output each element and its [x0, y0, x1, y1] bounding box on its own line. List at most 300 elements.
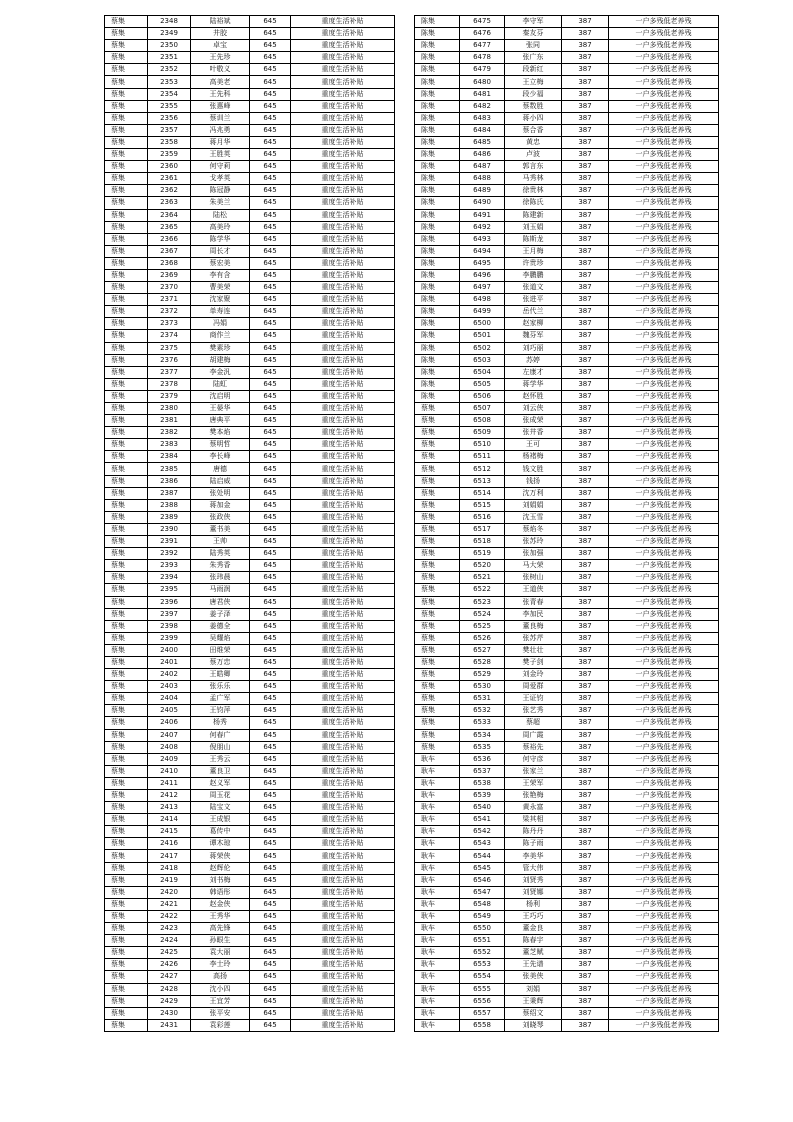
subsidy-type-cell: 重度生活补贴: [291, 1019, 395, 1031]
number-cell: 6505: [460, 378, 505, 390]
subsidy-type-cell: 一户多残低老养残: [609, 76, 719, 88]
left-table-row: [105, 451, 395, 463]
area-cell: 蔡集: [105, 644, 148, 656]
left-table-row: [105, 499, 395, 511]
number-cell: 6545: [460, 862, 505, 874]
amount-cell: 645: [250, 294, 291, 306]
right-table-row: [415, 124, 719, 136]
right-table-row: [415, 898, 719, 910]
number-cell: 2358: [148, 136, 191, 148]
number-cell: 6495: [460, 257, 505, 269]
amount-cell: 645: [250, 584, 291, 596]
name-cell: 张树山: [505, 572, 562, 584]
subsidy-type-cell: 重度生活补贴: [291, 572, 395, 584]
subsidy-type-cell: 一户多残低老养残: [609, 1007, 719, 1019]
left-table-row: [105, 269, 395, 281]
subsidy-type-cell: 一户多残低老养残: [609, 910, 719, 922]
name-cell: 高扬: [191, 971, 250, 983]
number-cell: 2386: [148, 475, 191, 487]
name-cell: 陈学华: [191, 233, 250, 245]
area-cell: 耿车: [415, 802, 460, 814]
area-cell: 陈集: [415, 390, 460, 402]
area-cell: 蔡集: [415, 463, 460, 475]
name-cell: 何春广: [191, 729, 250, 741]
number-cell: 2385: [148, 463, 191, 475]
right-table-row: [415, 983, 719, 995]
right-table-row: [415, 777, 719, 789]
amount-cell: 645: [250, 342, 291, 354]
number-cell: 2426: [148, 959, 191, 971]
subsidy-type-cell: 一户多残低老养残: [609, 475, 719, 487]
name-cell: 刘贤娜: [505, 886, 562, 898]
area-cell: 蔡集: [105, 28, 148, 40]
amount-cell: 387: [562, 584, 609, 596]
right-table-row: [415, 838, 719, 850]
subsidy-type-cell: 重度生活补贴: [291, 76, 395, 88]
left-table-row: [105, 173, 395, 185]
amount-cell: 387: [562, 669, 609, 681]
name-cell: 樊子剑: [505, 656, 562, 668]
number-cell: 6485: [460, 136, 505, 148]
subsidy-type-cell: 一户多残低老养残: [609, 923, 719, 935]
number-cell: 6477: [460, 40, 505, 52]
number-cell: 2421: [148, 898, 191, 910]
area-cell: 陈集: [415, 366, 460, 378]
left-table-row: [105, 705, 395, 717]
number-cell: 2410: [148, 765, 191, 777]
subsidy-type-cell: 重度生活补贴: [291, 173, 395, 185]
amount-cell: 387: [562, 910, 609, 922]
number-cell: 2384: [148, 451, 191, 463]
right-table-row: [415, 935, 719, 947]
left-table-row: [105, 306, 395, 318]
name-cell: 许贵珍: [505, 257, 562, 269]
amount-cell: 387: [562, 898, 609, 910]
name-cell: 陈春宇: [505, 935, 562, 947]
left-table-row: [105, 257, 395, 269]
left-table-row: [105, 475, 395, 487]
amount-cell: 645: [250, 52, 291, 64]
subsidy-type-cell: 重度生活补贴: [291, 717, 395, 729]
subsidy-type-cell: 一户多残低老养残: [609, 850, 719, 862]
subsidy-type-cell: 重度生活补贴: [291, 403, 395, 415]
number-cell: 6536: [460, 753, 505, 765]
amount-cell: 387: [562, 572, 609, 584]
amount-cell: 645: [250, 802, 291, 814]
amount-cell: 645: [250, 475, 291, 487]
amount-cell: 387: [562, 306, 609, 318]
left-table-row: [105, 233, 395, 245]
subsidy-type-cell: 一户多残低老养残: [609, 64, 719, 76]
left-table-row: [105, 415, 395, 427]
number-cell: 2407: [148, 729, 191, 741]
right-table-row: [415, 427, 719, 439]
right-table-row: [415, 971, 719, 983]
area-cell: 陈集: [415, 64, 460, 76]
amount-cell: 645: [250, 995, 291, 1007]
area-cell: 蔡集: [105, 1007, 148, 1019]
amount-cell: 387: [562, 850, 609, 862]
amount-cell: 645: [250, 354, 291, 366]
subsidy-type-cell: 一户多残低老养残: [609, 185, 719, 197]
subsidy-type-cell: 一户多残低老养残: [609, 16, 719, 28]
name-cell: 张艳梅: [505, 790, 562, 802]
left-table-row: [105, 64, 395, 76]
number-cell: 6537: [460, 765, 505, 777]
right-table-row: [415, 923, 719, 935]
amount-cell: 645: [250, 149, 291, 161]
number-cell: 6514: [460, 487, 505, 499]
number-cell: 2406: [148, 717, 191, 729]
right-table-row: [415, 76, 719, 88]
name-cell: 陈斯龙: [505, 233, 562, 245]
number-cell: 2365: [148, 221, 191, 233]
left-table-row: [105, 935, 395, 947]
area-cell: 陈集: [415, 136, 460, 148]
name-cell: 赵辉伦: [191, 862, 250, 874]
number-cell: 6494: [460, 245, 505, 257]
right-table-row: [415, 306, 719, 318]
number-cell: 2368: [148, 257, 191, 269]
number-cell: 2348: [148, 16, 191, 28]
number-cell: 2397: [148, 608, 191, 620]
name-cell: 李有含: [191, 269, 250, 281]
area-cell: 蔡集: [415, 451, 460, 463]
number-cell: 2382: [148, 427, 191, 439]
amount-cell: 387: [562, 294, 609, 306]
amount-cell: 387: [562, 415, 609, 427]
left-table-row: [105, 644, 395, 656]
number-cell: 2360: [148, 161, 191, 173]
name-cell: 王皓卿: [191, 669, 250, 681]
right-table-row: [415, 596, 719, 608]
number-cell: 2408: [148, 741, 191, 753]
subsidy-type-cell: 一户多残低老养残: [609, 149, 719, 161]
subsidy-type-cell: 一户多残低老养残: [609, 451, 719, 463]
area-cell: 蔡集: [105, 403, 148, 415]
number-cell: 6538: [460, 777, 505, 789]
left-table-row: [105, 898, 395, 910]
subsidy-type-cell: 一户多残低老养残: [609, 596, 719, 608]
subsidy-type-cell: 一户多残低老养残: [609, 221, 719, 233]
subsidy-type-cell: 一户多残低老养残: [609, 572, 719, 584]
subsidy-type-cell: 一户多残低老养残: [609, 681, 719, 693]
area-cell: 蔡集: [105, 826, 148, 838]
number-cell: 2405: [148, 705, 191, 717]
left-table-row: [105, 52, 395, 64]
area-cell: 蔡集: [105, 729, 148, 741]
number-cell: 6508: [460, 415, 505, 427]
name-cell: 王帅: [191, 536, 250, 548]
amount-cell: 387: [562, 16, 609, 28]
amount-cell: 387: [562, 475, 609, 487]
left-table-row: [105, 511, 395, 523]
name-cell: 王可: [505, 439, 562, 451]
amount-cell: 645: [250, 632, 291, 644]
area-cell: 蔡集: [105, 814, 148, 826]
name-cell: 张玮晨: [191, 572, 250, 584]
number-cell: 2349: [148, 28, 191, 40]
subsidy-type-cell: 一户多残低老养残: [609, 487, 719, 499]
name-cell: 张加强: [505, 548, 562, 560]
amount-cell: 645: [250, 874, 291, 886]
name-cell: 张平安: [191, 1007, 250, 1019]
area-cell: 蔡集: [415, 475, 460, 487]
number-cell: 2391: [148, 536, 191, 548]
amount-cell: 387: [562, 741, 609, 753]
area-cell: 蔡集: [105, 584, 148, 596]
number-cell: 6479: [460, 64, 505, 76]
amount-cell: 387: [562, 282, 609, 294]
area-cell: 蔡集: [105, 378, 148, 390]
amount-cell: 645: [250, 1007, 291, 1019]
name-cell: 王荣军: [505, 777, 562, 789]
area-cell: 蔡集: [105, 294, 148, 306]
right-table-row: [415, 173, 719, 185]
subsidy-type-cell: 重度生活补贴: [291, 620, 395, 632]
amount-cell: 645: [250, 983, 291, 995]
amount-cell: 645: [250, 608, 291, 620]
number-cell: 6480: [460, 76, 505, 88]
number-cell: 6530: [460, 681, 505, 693]
number-cell: 6512: [460, 463, 505, 475]
right-table-row: [415, 415, 719, 427]
amount-cell: 387: [562, 209, 609, 221]
subsidy-type-cell: 一户多残低老养残: [609, 959, 719, 971]
amount-cell: 645: [250, 185, 291, 197]
number-cell: 2395: [148, 584, 191, 596]
area-cell: 陈集: [415, 257, 460, 269]
left-table-row: [105, 681, 395, 693]
subsidy-type-cell: 重度生活补贴: [291, 318, 395, 330]
amount-cell: 387: [562, 499, 609, 511]
subsidy-type-cell: 重度生活补贴: [291, 439, 395, 451]
number-cell: 6541: [460, 814, 505, 826]
left-table-row: [105, 572, 395, 584]
subsidy-type-cell: 重度生活补贴: [291, 257, 395, 269]
area-cell: 蔡集: [415, 439, 460, 451]
area-cell: 耿车: [415, 874, 460, 886]
subsidy-type-cell: 重度生活补贴: [291, 693, 395, 705]
area-cell: 陈集: [415, 209, 460, 221]
amount-cell: 645: [250, 826, 291, 838]
number-cell: 2409: [148, 753, 191, 765]
area-cell: 蔡集: [105, 149, 148, 161]
amount-cell: 645: [250, 886, 291, 898]
area-cell: 蔡集: [105, 548, 148, 560]
area-cell: 耿车: [415, 1019, 460, 1031]
amount-cell: 645: [250, 705, 291, 717]
amount-cell: 387: [562, 947, 609, 959]
subsidy-type-cell: 重度生活补贴: [291, 777, 395, 789]
number-cell: 6509: [460, 427, 505, 439]
number-cell: 6498: [460, 294, 505, 306]
area-cell: 蔡集: [415, 632, 460, 644]
subsidy-type-cell: 一户多残低老养残: [609, 390, 719, 402]
name-cell: 樊素珍: [191, 342, 250, 354]
amount-cell: 387: [562, 221, 609, 233]
number-cell: 2389: [148, 511, 191, 523]
left-table-row: [105, 729, 395, 741]
amount-cell: 387: [562, 826, 609, 838]
amount-cell: 387: [562, 76, 609, 88]
amount-cell: 645: [250, 451, 291, 463]
name-cell: 王证钧: [505, 693, 562, 705]
subsidy-type-cell: 一户多残低老养残: [609, 523, 719, 535]
right-table-row: [415, 511, 719, 523]
area-cell: 蔡集: [105, 790, 148, 802]
amount-cell: 387: [562, 197, 609, 209]
number-cell: 6507: [460, 403, 505, 415]
area-cell: 耿车: [415, 886, 460, 898]
area-cell: 蔡集: [105, 88, 148, 100]
area-cell: 蔡集: [415, 741, 460, 753]
number-cell: 2427: [148, 971, 191, 983]
number-cell: 6486: [460, 149, 505, 161]
area-cell: 蔡集: [415, 596, 460, 608]
subsidy-type-cell: 重度生活补贴: [291, 644, 395, 656]
area-cell: 蔡集: [105, 318, 148, 330]
number-cell: 6533: [460, 717, 505, 729]
amount-cell: 645: [250, 959, 291, 971]
name-cell: 李守军: [505, 16, 562, 28]
amount-cell: 387: [562, 40, 609, 52]
area-cell: 耿车: [415, 850, 460, 862]
area-cell: 陈集: [415, 100, 460, 112]
number-cell: 6492: [460, 221, 505, 233]
right-roster-table: [414, 15, 719, 1032]
amount-cell: 387: [562, 427, 609, 439]
area-cell: 陈集: [415, 354, 460, 366]
name-cell: 刘贤秀: [505, 874, 562, 886]
subsidy-type-cell: 重度生活补贴: [291, 959, 395, 971]
name-cell: 孙眼生: [191, 935, 250, 947]
subsidy-type-cell: 重度生活补贴: [291, 523, 395, 535]
number-cell: 2401: [148, 656, 191, 668]
amount-cell: 645: [250, 717, 291, 729]
number-cell: 2351: [148, 52, 191, 64]
number-cell: 6551: [460, 935, 505, 947]
subsidy-type-cell: 重度生活补贴: [291, 185, 395, 197]
left-table-row: [105, 910, 395, 922]
area-cell: 陈集: [415, 378, 460, 390]
name-cell: 蔡明哲: [191, 439, 250, 451]
subsidy-type-cell: 重度生活补贴: [291, 886, 395, 898]
area-cell: 陈集: [415, 52, 460, 64]
subsidy-type-cell: 一户多残低老养残: [609, 536, 719, 548]
left-table-row: [105, 838, 395, 850]
number-cell: 6489: [460, 185, 505, 197]
area-cell: 蔡集: [105, 76, 148, 88]
amount-cell: 645: [250, 729, 291, 741]
name-cell: 赵怀胜: [505, 390, 562, 402]
amount-cell: 387: [562, 862, 609, 874]
left-table-row: [105, 523, 395, 535]
name-cell: 陈冠静: [191, 185, 250, 197]
subsidy-type-cell: 重度生活补贴: [291, 378, 395, 390]
number-cell: 2373: [148, 318, 191, 330]
amount-cell: 645: [250, 741, 291, 753]
area-cell: 蔡集: [105, 705, 148, 717]
subsidy-type-cell: 重度生活补贴: [291, 282, 395, 294]
right-table-row: [415, 52, 719, 64]
subsidy-type-cell: 一户多残低老养残: [609, 898, 719, 910]
left-table-row: [105, 560, 395, 572]
left-table-row: [105, 136, 395, 148]
number-cell: 2429: [148, 995, 191, 1007]
area-cell: 蔡集: [105, 161, 148, 173]
right-table-row: [415, 282, 719, 294]
name-cell: 秦友芬: [505, 28, 562, 40]
subsidy-type-cell: 一户多残低老养残: [609, 971, 719, 983]
area-cell: 蔡集: [415, 693, 460, 705]
left-table-row: [105, 318, 395, 330]
subsidy-type-cell: 重度生活补贴: [291, 100, 395, 112]
number-cell: 6525: [460, 620, 505, 632]
area-cell: 蔡集: [105, 669, 148, 681]
name-cell: 韩语彤: [191, 886, 250, 898]
number-cell: 6484: [460, 124, 505, 136]
number-cell: 6504: [460, 366, 505, 378]
area-cell: 陈集: [415, 124, 460, 136]
area-cell: 蔡集: [105, 487, 148, 499]
amount-cell: 645: [250, 366, 291, 378]
area-cell: 蔡集: [415, 584, 460, 596]
amount-cell: 645: [250, 124, 291, 136]
name-cell: 王秉辉: [505, 995, 562, 1007]
area-cell: 蔡集: [105, 282, 148, 294]
amount-cell: 645: [250, 403, 291, 415]
right-table-row: [415, 802, 719, 814]
subsidy-type-cell: 重度生活补贴: [291, 354, 395, 366]
subsidy-type-cell: 重度生活补贴: [291, 149, 395, 161]
subsidy-type-cell: 一户多残低老养残: [609, 693, 719, 705]
left-table-row: [105, 100, 395, 112]
area-cell: 蔡集: [105, 233, 148, 245]
amount-cell: 645: [250, 910, 291, 922]
area-cell: 蔡集: [105, 862, 148, 874]
number-cell: 6548: [460, 898, 505, 910]
amount-cell: 645: [250, 487, 291, 499]
area-cell: 蔡集: [105, 100, 148, 112]
area-cell: 蔡集: [105, 910, 148, 922]
name-cell: 王宜芳: [191, 995, 250, 1007]
subsidy-type-cell: 一户多残低老养残: [609, 209, 719, 221]
name-cell: 蒋加金: [191, 499, 250, 511]
amount-cell: 645: [250, 161, 291, 173]
subsidy-type-cell: 一户多残低老养残: [609, 620, 719, 632]
amount-cell: 387: [562, 729, 609, 741]
right-table-row: [415, 233, 719, 245]
left-table-row: [105, 1007, 395, 1019]
subsidy-type-cell: 重度生活补贴: [291, 826, 395, 838]
subsidy-type-cell: 重度生活补贴: [291, 390, 395, 402]
number-cell: 6483: [460, 112, 505, 124]
area-cell: 蔡集: [105, 342, 148, 354]
number-cell: 6553: [460, 959, 505, 971]
area-cell: 蔡集: [415, 415, 460, 427]
name-cell: 周长才: [191, 245, 250, 257]
amount-cell: 645: [250, 306, 291, 318]
left-table-row: [105, 536, 395, 548]
area-cell: 蔡集: [105, 693, 148, 705]
name-cell: 沈万利: [505, 487, 562, 499]
area-cell: 蔡集: [415, 729, 460, 741]
amount-cell: 387: [562, 330, 609, 342]
left-table-row: [105, 294, 395, 306]
amount-cell: 645: [250, 463, 291, 475]
name-cell: 张青春: [505, 596, 562, 608]
